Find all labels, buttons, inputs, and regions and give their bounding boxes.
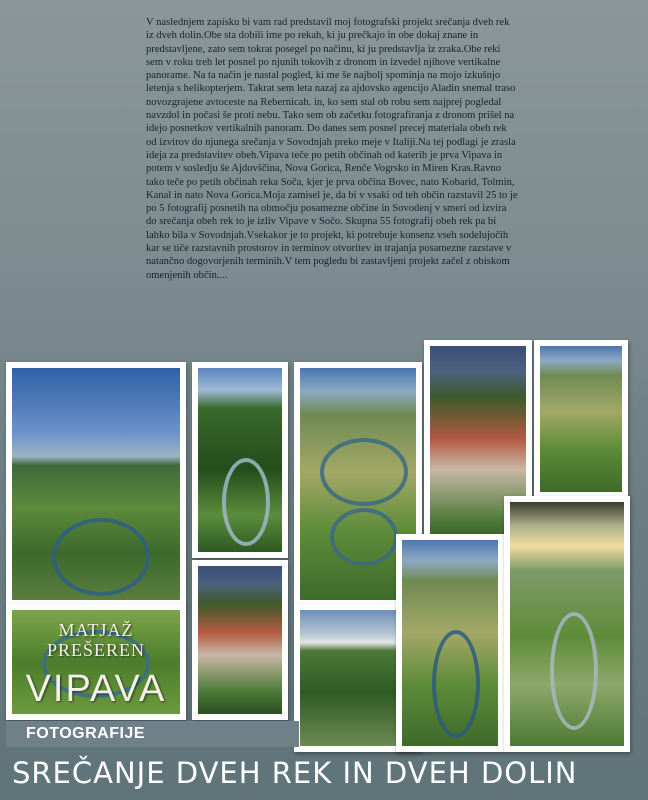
poster-river-name: VIPAVA (25, 668, 167, 710)
photo-card-8[interactable] (396, 534, 504, 752)
headline: SREČANJE DVEH REK IN DVEH DOLIN (12, 756, 578, 790)
aerial-photo-river-valley (402, 540, 498, 746)
poster-photo (12, 610, 180, 714)
poster-card[interactable] (6, 604, 186, 720)
aerial-photo-field-strips (540, 346, 622, 492)
aerial-photo-vipava-valley (12, 368, 180, 600)
intro-paragraph: V naslednjem zapisku bi vam rad predstavil moj fotografski projekt srečanja dveh rek iz dveh dolin.Obe sta dobili ime po rekah, ki ju prečkajo in obe dokaj znane in predstavljene, zato sem tokrat posegel po načinu, ki ju predstavlja iz zraka.Obe reki sem v roku treh let posnel po njunih tokovih z dronom in izvedel njihove vertikalne panorame. Na ta način je nastal pogled, ki me še najbolj spominja na mojo izkušnjo letenja s helikopterjem. Takrat sem leta nazaj za ajdovsko agencijo Aladin snemal traso novozgrajene avtoceste na Rebernicah. in, ko sem stal ob robu sem najprej pogledal navzdol in počasi še proti nebu. Tako sem ob začetku fotografiranja z dronom prišel na idejo posnetkov vertikalnih panoram. Do danes sem posnel precej materiala obeh rek od izvirov do njunega srečanja v Sovodnjah preko meje v Italiji.Na tej podlagi je zrasla ideja za predstavitev obeh.Vipava teče po petih občinah od katerih je prva Vipava in potem v sosledju še Ajdovščina, Nova Gorica, Renče Vogrsko in Miren Kras.Ravno tako teče po petih občinah reka Soča, kjer je prva občina Bovec, nato Kobarid, Tolmin, Kanal in nato Nova Gorica.Moja zamisel je, da bi v vsaki od teh občin razstavil 25 to je po 5 fotografij posnetih na območju posamezne občine in Sovodenj v smeri od izvira do srečanja obeh rek to je izliv Vipave v Sočo. Skupna 55 fotografij obeh rek pa bi lahko bila v Sovodnjah.Vsekakor je to projekt, ki potrebuje konsenz vseh sodelujočih kar se tiče razstavnih prostorov in terminov otvoritev in trajanja posamezne razstave v natančno dogovorjenih terminih.V tem pogledu bi zastavljeni projekt začel z obiskom omenjenih občin.... (146, 17, 518, 281)
river-curve (432, 630, 480, 738)
river-curve (550, 612, 598, 730)
aerial-photo-river-forest (198, 368, 282, 552)
aerial-photo-sunset-river (510, 502, 624, 746)
photographs-label: FOTOGRAFIJE (26, 725, 145, 742)
poster-author-first: MATJAŽ (58, 620, 134, 640)
photo-card-7[interactable] (534, 340, 628, 498)
poster-author-last: PREŠEREN (46, 640, 146, 660)
label-bar (6, 721, 299, 747)
aerial-photo-town (198, 566, 282, 714)
photo-card-1[interactable] (6, 362, 186, 606)
river-curve (320, 438, 408, 506)
river-curve (330, 508, 398, 566)
photo-card-9[interactable] (504, 496, 630, 752)
river-curve (222, 458, 270, 546)
river-curve (52, 518, 150, 596)
photo-card-2[interactable] (192, 362, 288, 558)
photo-card-3[interactable] (192, 560, 288, 720)
